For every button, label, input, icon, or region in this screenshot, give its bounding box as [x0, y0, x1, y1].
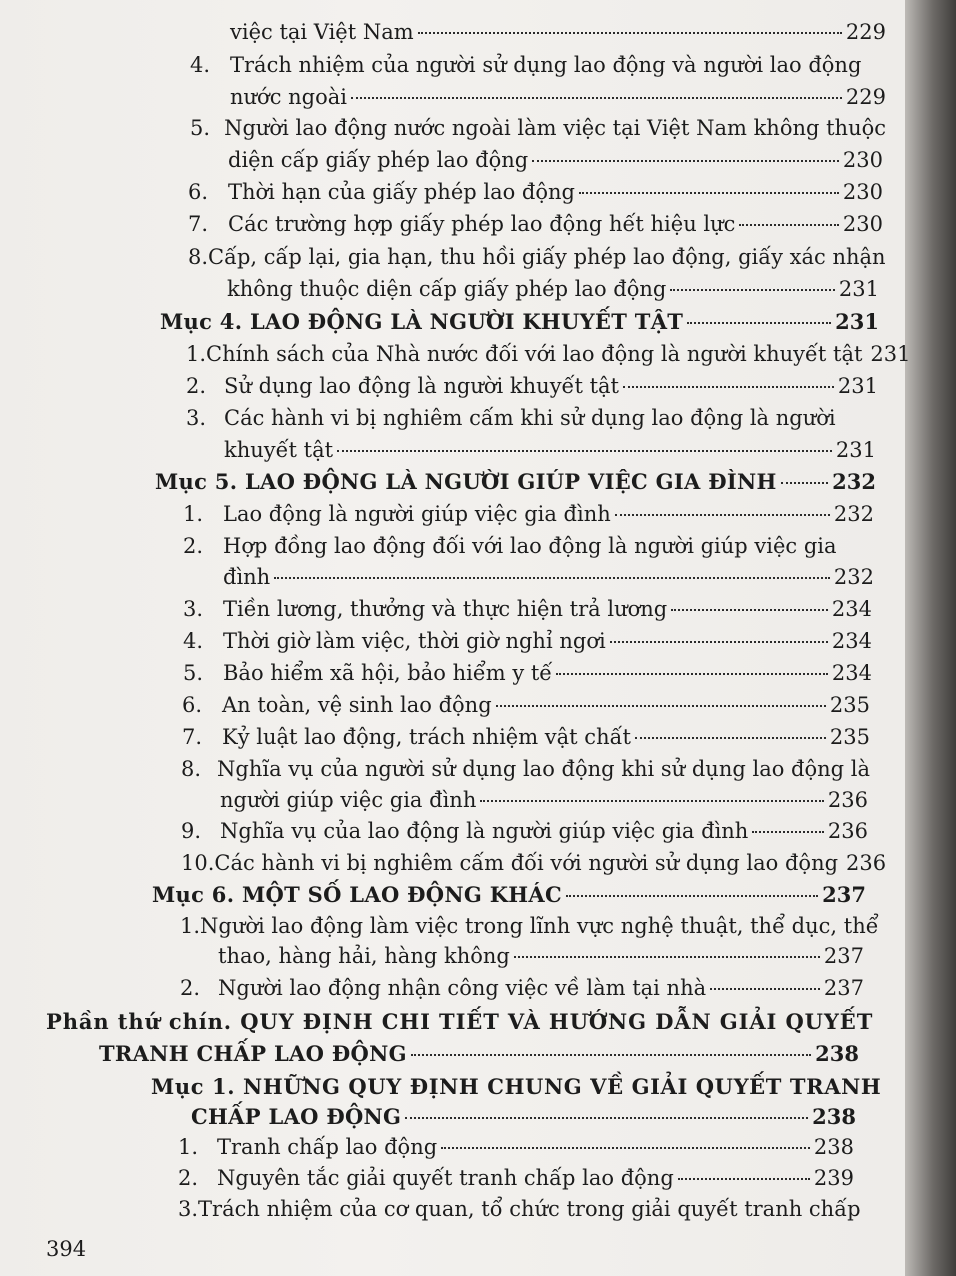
toc-entry: diện cấp giấy phép lao động 230 — [228, 148, 883, 172]
toc-entry: 2. Sử dụng lao động là người khuyết tật 231 — [186, 374, 878, 398]
toc-entry: 9. Nghĩa vụ của lao động là người giúp việc gia đình 236 — [181, 819, 868, 843]
toc-entry: 8. Nghĩa vụ của người sử dụng lao động khi sử dụng lao động là — [181, 757, 870, 781]
toc-entry: thao, hàng hải, hàng không 237 — [218, 944, 864, 968]
toc-entry: 7. Các trường hợp giấy phép lao động hết hiệu lực 230 — [188, 212, 883, 236]
page-number: 394 — [46, 1237, 87, 1261]
toc-entry: 3. Trách nhiệm của cơ quan, tổ chức trong giải quyết tranh chấp — [178, 1197, 861, 1221]
toc-entry: 1. Người lao động làm việc trong lĩnh vực nghệ thuật, thể dục, thể — [180, 914, 879, 938]
toc-entry: 1. Tranh chấp lao động 238 — [178, 1135, 854, 1159]
toc-entry: khuyết tật 231 — [224, 438, 876, 462]
toc-entry: 1. Lao động là người giúp việc gia đình 232 — [183, 502, 874, 526]
toc-entry: 4. Trách nhiệm của người sử dụng lao động và người lao động — [190, 53, 862, 77]
toc-entry: 3. Các hành vi bị nghiêm cấm khi sử dụng lao động là người — [186, 406, 836, 430]
toc-entry: 2. Nguyên tắc giải quyết tranh chấp lao động 239 — [178, 1166, 854, 1190]
toc-entry: đình 232 — [223, 565, 874, 589]
toc-entry: 7. Kỷ luật lao động, trách nhiệm vật chất 235 — [182, 725, 870, 749]
toc-entry: 2. Hợp đồng lao động đối với lao động là người giúp việc gia — [183, 534, 837, 558]
toc-entry: nước ngoài 229 — [230, 85, 886, 109]
toc-section-heading: Mục 6. MỘT SỐ LAO ĐỘNG KHÁC 237 — [152, 882, 866, 907]
toc-entry: 5. Bảo hiểm xã hội, bảo hiểm y tế 234 — [183, 661, 872, 685]
toc-entry: 4. Thời giờ làm việc, thời giờ nghỉ ngơi 234 — [183, 629, 872, 653]
toc-entry: 10. Các hành vi bị nghiêm cấm đối với người sử dụng lao động 236 — [181, 851, 887, 875]
toc-section-heading: Mục 5. LAO ĐỘNG LÀ NGƯỜI GIÚP VIỆC GIA ĐÌNH 232 — [155, 469, 876, 494]
toc-section-heading: Mục 4. LAO ĐỘNG LÀ NGƯỜI KHUYẾT TẬT 231 — [160, 309, 879, 334]
toc-entry: 8. Cấp, cấp lại, gia hạn, thu hồi giấy phép lao động, giấy xác nhận — [188, 245, 886, 269]
toc-entry: 1. Chính sách của Nhà nước đối với lao động là người khuyết tật 231 — [186, 342, 911, 366]
toc-section-heading: Mục 1. NHỮNG QUY ĐỊNH CHUNG VỀ GIẢI QUYẾT TRANH — [151, 1074, 882, 1099]
toc-entry: không thuộc diện cấp giấy phép lao động 231 — [227, 277, 879, 301]
book-spine-shadow — [905, 0, 956, 1276]
toc-entry: 3. Tiền lương, thưởng và thực hiện trả lương 234 — [183, 597, 872, 621]
toc-entry: việc tại Việt Nam 229 — [230, 20, 886, 44]
toc-part-heading: TRANH CHẤP LAO ĐỘNG 238 — [99, 1041, 859, 1066]
toc-part-heading: Phần thứ chín. QUY ĐỊNH CHI TIẾT VÀ HƯỚNG DẪN GIẢI QUYẾT — [46, 1009, 874, 1034]
toc-section-heading: CHẤP LAO ĐỘNG 238 — [191, 1104, 856, 1129]
toc-entry: 5. Người lao động nước ngoài làm việc tại Việt Nam không thuộc — [190, 116, 886, 140]
toc-entry: 2. Người lao động nhận công việc về làm tại nhà 237 — [180, 976, 864, 1000]
toc-entry: 6. Thời hạn của giấy phép lao động 230 — [188, 180, 883, 204]
toc-entry: 6. An toàn, vệ sinh lao động 235 — [182, 693, 870, 717]
toc-entry: người giúp việc gia đình 236 — [220, 788, 868, 812]
